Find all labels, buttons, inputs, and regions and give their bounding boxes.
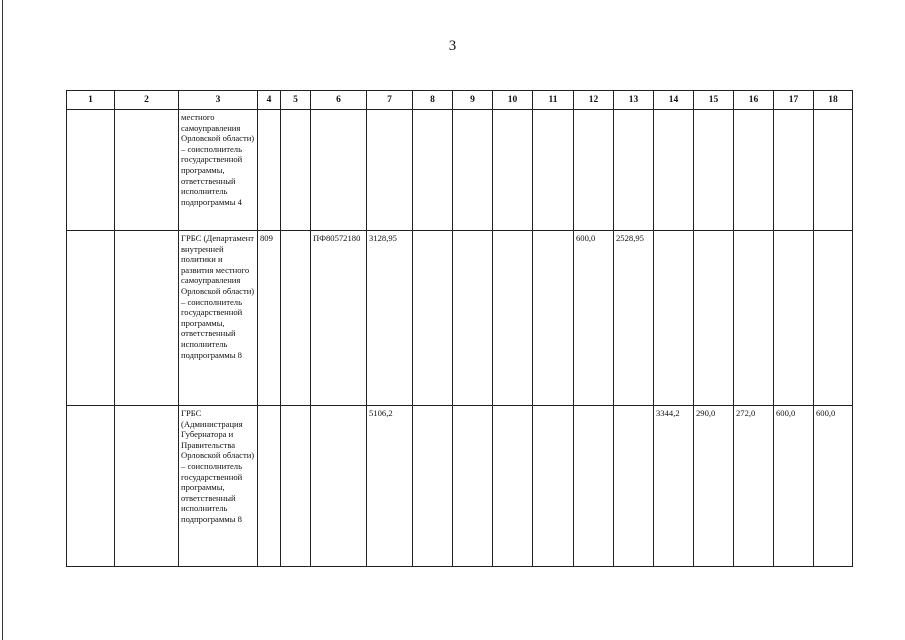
table-cell bbox=[258, 406, 281, 567]
column-header: 11 bbox=[533, 91, 574, 110]
table-cell bbox=[115, 110, 179, 231]
table-cell bbox=[774, 231, 814, 406]
column-header: 18 bbox=[814, 91, 853, 110]
table-cell: 290,0 bbox=[694, 406, 734, 567]
table-cell bbox=[453, 110, 493, 231]
table-cell bbox=[67, 406, 115, 567]
column-header: 3 bbox=[179, 91, 258, 110]
table-cell bbox=[115, 231, 179, 406]
table-cell: 600,0 bbox=[574, 231, 614, 406]
table-cell: 5106,2 bbox=[367, 406, 413, 567]
table-cell bbox=[67, 231, 115, 406]
table-cell bbox=[281, 406, 311, 567]
page-left-edge-line bbox=[2, 0, 3, 640]
table-header-row bbox=[67, 91, 853, 110]
column-header: 5 bbox=[281, 91, 311, 110]
table-cell bbox=[774, 110, 814, 231]
table-cell bbox=[493, 406, 533, 567]
column-header: 1 bbox=[67, 91, 115, 110]
table-cell: 600,0 bbox=[774, 406, 814, 567]
table-cell: 2528,95 bbox=[614, 231, 654, 406]
table-cell bbox=[533, 110, 574, 231]
table-cell bbox=[413, 231, 453, 406]
table-cell bbox=[734, 110, 774, 231]
page-number: 3 bbox=[448, 38, 457, 54]
column-header: 9 bbox=[453, 91, 493, 110]
table-cell: ГРБС (Администрация Губернатора и Правительства Орловской области) – соисполнитель государственной программы, ответственный исполнитель подпрограммы 8 bbox=[179, 406, 258, 567]
table-cell: 272,0 bbox=[734, 406, 774, 567]
budget-table bbox=[66, 90, 853, 567]
table-cell bbox=[281, 110, 311, 231]
table-cell bbox=[533, 406, 574, 567]
table-cell bbox=[814, 231, 853, 406]
column-header: 6 bbox=[311, 91, 367, 110]
table-cell: 809 bbox=[258, 231, 281, 406]
column-header: 14 bbox=[654, 91, 694, 110]
table-cell bbox=[694, 110, 734, 231]
table-row bbox=[67, 110, 853, 231]
table-cell bbox=[574, 110, 614, 231]
table-cell bbox=[115, 406, 179, 567]
table-row bbox=[67, 231, 853, 406]
column-header: 4 bbox=[258, 91, 281, 110]
column-header: 16 bbox=[734, 91, 774, 110]
table-cell bbox=[367, 110, 413, 231]
column-header: 10 bbox=[493, 91, 533, 110]
table-cell bbox=[493, 231, 533, 406]
table-cell bbox=[413, 110, 453, 231]
column-header: 7 bbox=[367, 91, 413, 110]
table-cell bbox=[654, 231, 694, 406]
column-header: 15 bbox=[694, 91, 734, 110]
table-cell bbox=[734, 231, 774, 406]
table-cell bbox=[311, 110, 367, 231]
table-cell bbox=[694, 231, 734, 406]
table-cell: 600,0 bbox=[814, 406, 853, 567]
table-cell bbox=[453, 231, 493, 406]
table-cell: местного самоуправления Орловской области) – соисполнитель государственной программы, ответственный исполнитель подпрограммы 4 bbox=[179, 110, 258, 231]
table-cell bbox=[453, 406, 493, 567]
column-header: 8 bbox=[413, 91, 453, 110]
column-header: 17 bbox=[774, 91, 814, 110]
table-cell: ПФ80572180 bbox=[311, 231, 367, 406]
table-cell bbox=[413, 406, 453, 567]
column-header: 2 bbox=[115, 91, 179, 110]
table-cell bbox=[814, 110, 853, 231]
table-cell bbox=[281, 231, 311, 406]
table-cell bbox=[311, 406, 367, 567]
table-cell bbox=[574, 406, 614, 567]
table-cell: 3344,2 bbox=[654, 406, 694, 567]
table-cell: ГРБС (Департамент внутренней политики и развития местного самоуправления Орловской области) – соисполнитель государственной программы, ответственный исполнитель подпрограммы 8 bbox=[179, 231, 258, 406]
table-cell: 3128,95 bbox=[367, 231, 413, 406]
table-cell bbox=[67, 110, 115, 231]
table-cell bbox=[258, 110, 281, 231]
table-row bbox=[67, 406, 853, 567]
column-header: 12 bbox=[574, 91, 614, 110]
table-cell bbox=[654, 110, 694, 231]
table-cell bbox=[614, 110, 654, 231]
table-cell bbox=[533, 231, 574, 406]
column-header: 13 bbox=[614, 91, 654, 110]
table-cell bbox=[493, 110, 533, 231]
table-cell bbox=[614, 406, 654, 567]
